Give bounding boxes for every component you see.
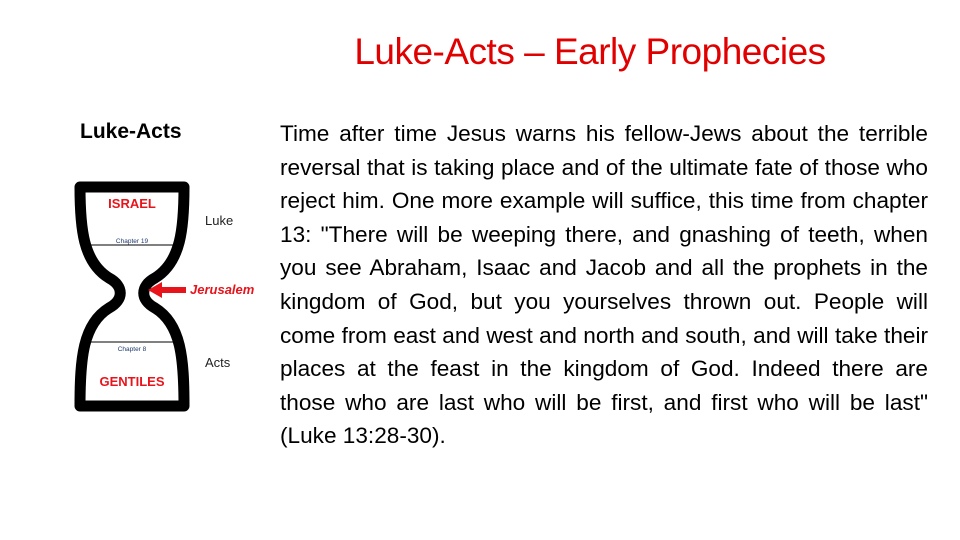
acts-label: Acts bbox=[205, 355, 231, 370]
diagram-heading: Luke-Acts bbox=[80, 120, 182, 143]
chapter-8-label: Chapter 8 bbox=[117, 346, 147, 353]
israel-label: ISRAEL bbox=[108, 196, 156, 211]
hourglass-diagram bbox=[60, 170, 270, 420]
luke-label: Luke bbox=[205, 213, 234, 228]
gentiles-label: GENTILES bbox=[99, 374, 165, 389]
jerusalem-label: Jerusalem bbox=[190, 282, 255, 297]
chapter-19-label: Chapter 19 bbox=[115, 238, 149, 245]
slide-title: Luke-Acts – Early Prophecies bbox=[354, 31, 826, 72]
body-paragraph: Time after time Jesus warns his fellow-Jews about the terrible reversal that is taking place and of the ultimate fate of those who reject him. One more example will suffice, this time from chapter 13: "There will be weeping there, and gnashing of teeth, when you see Abraham, Isaac and Jacob and all the prophets in the kingdom of God, but you yourselves thrown out. People will come from east and west and north and south, and will take their places at the feast in the kingdom of God. Indeed there are those who are last who will be first, and first who will be last" (Luke 13:28-30). bbox=[280, 121, 928, 449]
